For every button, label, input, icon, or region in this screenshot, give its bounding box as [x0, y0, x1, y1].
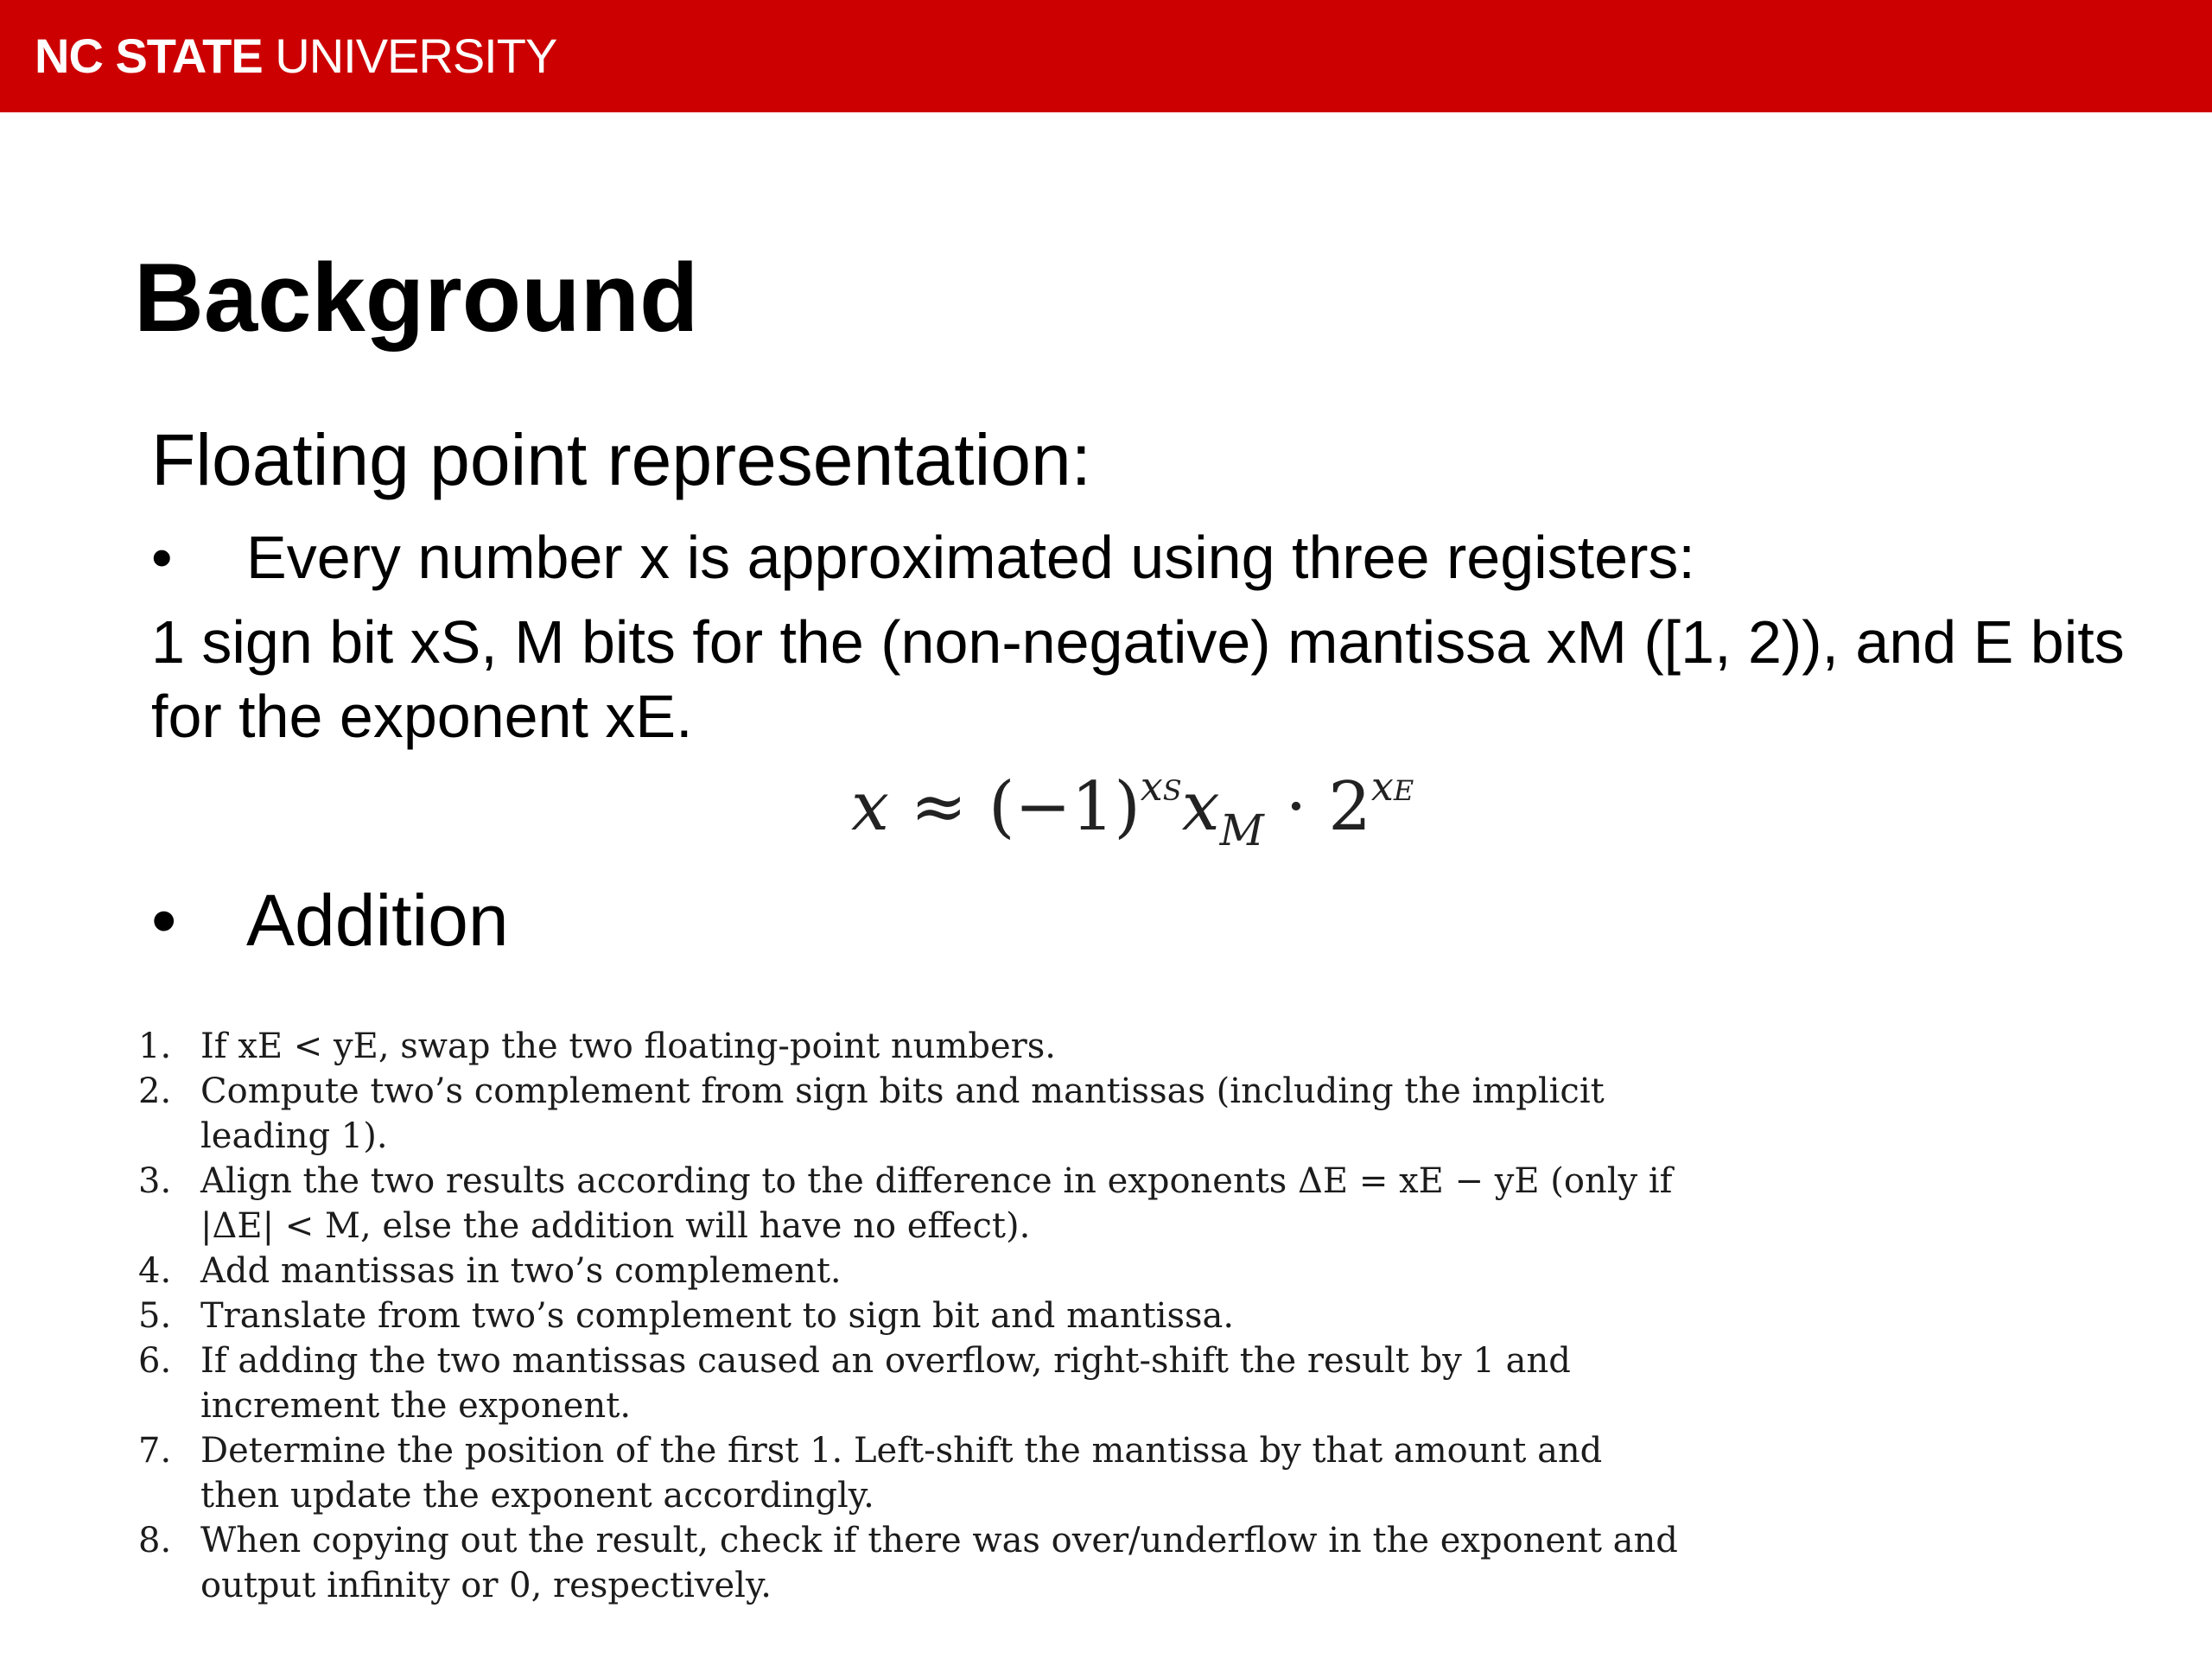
section-subtitle: Floating point representation: [151, 419, 1092, 500]
slide-title: Background [134, 244, 699, 352]
list-item [138, 1024, 1685, 1069]
formula-exp-sub: E [1393, 774, 1414, 807]
formula-exp: x [1370, 763, 1394, 810]
list-item [138, 1249, 1685, 1294]
formula-lhs: x [851, 768, 889, 846]
list-item-text: Add mantissas in two’s complement. [200, 1251, 842, 1291]
list-item-number: 7. [138, 1431, 172, 1471]
list-item [138, 1338, 1685, 1428]
list-item [138, 1428, 1685, 1518]
brand-light: UNIVERSITY [262, 29, 557, 83]
list-item-number: 5. [138, 1296, 172, 1336]
list-item-text: Align the two results according to the difference in exponents ΔE = xE − yE (only if |ΔE| < M, else the addition will have no effect). [200, 1161, 1673, 1246]
list-item-number: 8. [138, 1521, 172, 1560]
list-item-number: 2. [138, 1071, 172, 1111]
list-item [138, 1294, 1685, 1338]
formula-mantissa: x [1181, 768, 1220, 846]
formula-mantissa-sub: M [1219, 805, 1264, 855]
list-item-text: If adding the two mantissas caused an overflow, right-shift the result by 1 and increment the exponent. [200, 1341, 1571, 1426]
header-bar [0, 0, 2212, 112]
bullet-dot-icon: • [151, 880, 177, 961]
list-item-number: 4. [138, 1251, 172, 1291]
list-item-text: Determine the position of the first 1. Left-shift the mantissa by that amount and then update the exponent accordingly. [200, 1431, 1603, 1516]
formula-sign-exp: x [1140, 763, 1163, 810]
bullet-addition-text: Addition [246, 880, 509, 961]
float-formula [851, 739, 1414, 878]
bullet-dot-icon: • [151, 524, 173, 591]
formula-dot: · 2 [1263, 768, 1371, 846]
list-item-number: 3. [138, 1161, 172, 1201]
list-item-text: When copying out the result, check if there was over/underflow in the exponent and output infinity or 0, respectively. [200, 1521, 1678, 1605]
bullet-registers-text: Every number x is approximated using three registers: [246, 524, 1695, 591]
brand-bold: NC STATE [35, 29, 263, 83]
list-item-number: 6. [138, 1341, 172, 1381]
registers-description: 1 sign bit xS, M bits for the (non-negative) mantissa xM ([1, 2)), and E bits for the exponent xE. [151, 608, 2125, 750]
formula-approx: ≈ (−1) [889, 768, 1141, 846]
list-item-text: Translate from two’s complement to sign bit and mantissa. [200, 1296, 1235, 1336]
list-item-text: If xE < yE, swap the two floating-point numbers. [200, 1027, 1056, 1066]
formula-sign-sub: S [1162, 774, 1182, 807]
list-item-number: 1. [138, 1027, 172, 1066]
addition-algorithm-list [138, 1024, 1685, 1608]
list-item [138, 1069, 1685, 1159]
list-item [138, 1159, 1685, 1249]
university-logo [35, 26, 556, 86]
list-item [138, 1518, 1685, 1608]
list-item-text: Compute two’s complement from sign bits and mantissas (including the implicit leading 1). [200, 1071, 1605, 1156]
